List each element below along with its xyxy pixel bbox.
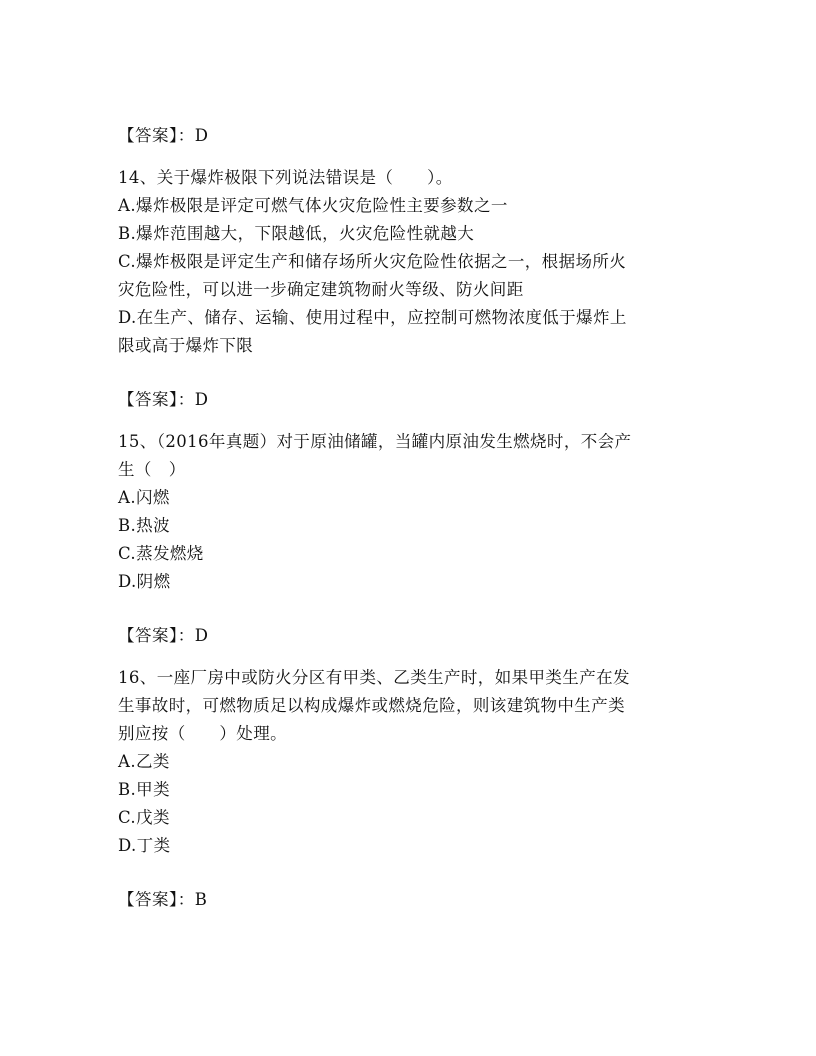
option-a: A.闪燃	[118, 488, 170, 507]
answer-label: 【答案】：D	[118, 626, 209, 645]
option-d-continued: 限或高于爆炸下限	[118, 336, 254, 355]
option-c-continued: 灾危险性，可以进一步确定建筑物耐火等级、防火间距	[118, 280, 524, 299]
question-stem-continued: 生事故时，可燃物质足以构成爆炸或燃烧危险，则该建筑物中生产类	[118, 696, 625, 715]
option-b: B.热波	[118, 516, 170, 535]
question-stem: 15、（2016年真题）对于原油储罐，当罐内原油发生燃烧时，不会产	[118, 432, 632, 451]
question-stem-continued: 别应按（ ）处理。	[118, 724, 287, 743]
option-a: A.乙类	[118, 752, 170, 771]
option-d: D.在生产、储存、运输、使用过程中，应控制可燃物浓度低于爆炸上	[118, 308, 627, 327]
option-c: C.爆炸极限是评定生产和储存场所火灾危险性依据之一，根据场所火	[118, 252, 627, 271]
answer-label: 【答案】：D	[118, 390, 209, 409]
option-b: B.甲类	[118, 780, 170, 799]
option-c: C.蒸发燃烧	[118, 544, 204, 563]
option-d: D.阴燃	[118, 572, 171, 591]
option-b: B.爆炸范围越大，下限越低，火灾危险性就越大	[118, 224, 475, 243]
answer-label: 【答案】：D	[118, 126, 209, 145]
option-d: D.丁类	[118, 836, 171, 855]
question-stem-continued: 生（ ）	[118, 460, 186, 479]
option-a: A.爆炸极限是评定可燃气体火灾危险性主要参数之一	[118, 196, 508, 215]
answer-label: 【答案】：B	[118, 890, 208, 909]
question-stem: 14、关于爆炸极限下列说法错误是（ ）。	[118, 168, 453, 187]
question-stem: 16、一座厂房中或防火分区有甲类、乙类生产时，如果甲类生产在发	[118, 668, 630, 687]
option-c: C.戊类	[118, 808, 170, 827]
